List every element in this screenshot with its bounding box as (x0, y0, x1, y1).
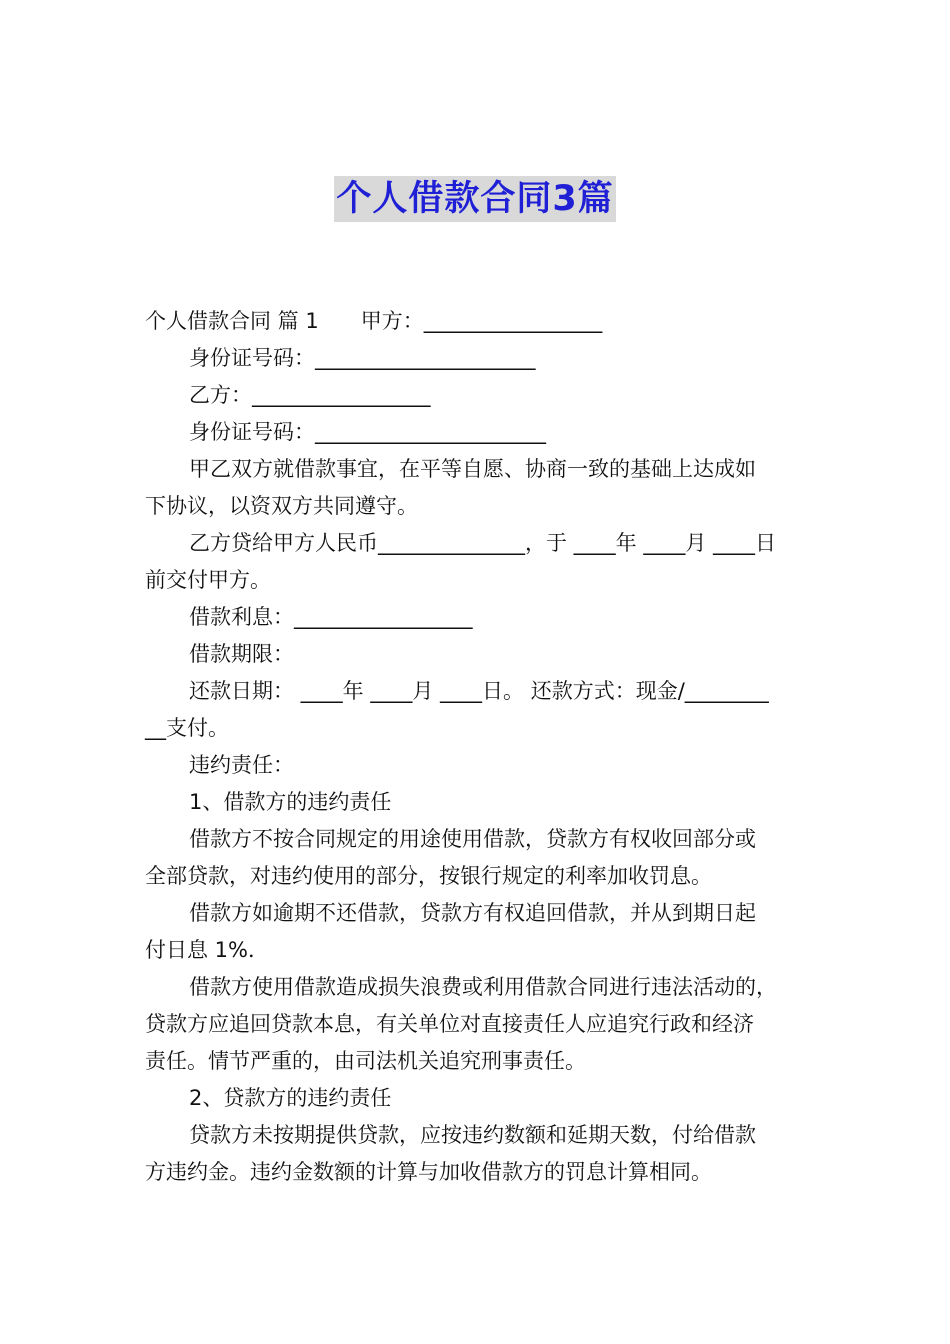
party-a-id-field: 身份证号码：_____________________ (189, 346, 536, 370)
loan-amount-line-1: 乙方贷给甲方人民币______________，于 ____年 ____月 ____日 (189, 531, 777, 555)
loan-amount-line-2: 前交付甲方。 (145, 568, 271, 592)
repayment-line-2: __支付。 (145, 716, 229, 740)
section-1-para-1-line-2: 全部贷款，对违约使用的部分，按银行规定的利率加收罚息。 (145, 864, 712, 888)
liability-heading: 违约责任： (189, 753, 294, 777)
contract-body (145, 303, 809, 1191)
section-1-para-3-line-3: 责任。情节严重的，由司法机关追究刑事责任。 (145, 1049, 586, 1073)
party-a-field: 甲方：_________________ (360, 309, 603, 333)
contract-heading-line (145, 303, 809, 340)
section-1-title: 1、借款方的违约责任 (189, 790, 392, 814)
party-b-id-field: 身份证号码：______________________ (189, 420, 546, 444)
section-1-para-1-line-1: 借款方不按合同规定的用途使用借款，贷款方有权收回部分或 (189, 827, 756, 851)
section-1-para-3-line-1: 借款方使用借款造成损失浪费或利用借款合同进行违法活动的， (189, 975, 777, 999)
contract-heading: 个人借款合同 篇 1 (145, 309, 319, 333)
section-1-para-2-line-2: 付日息 1%． (145, 938, 269, 962)
loan-term-field: 借款期限： (189, 642, 294, 666)
document-title (0, 176, 950, 222)
loan-interest-field: 借款利息：_________________ (189, 605, 473, 629)
party-b-field: 乙方：_________________ (189, 383, 431, 407)
intro-paragraph-line-2: 下协议，以资双方共同遵守。 (145, 494, 418, 518)
repayment-line-1: 还款日期： ____年 ____月 ____日。 还款方式：现金/________ (189, 679, 769, 703)
section-1-para-2-line-1: 借款方如逾期不还借款，贷款方有权追回借款，并从到期日起 (189, 901, 756, 925)
section-2-title: 2、贷款方的违约责任 (189, 1086, 392, 1110)
document-title-text: 个人借款合同3篇 (334, 176, 615, 222)
section-1-para-3-line-2: 贷款方应追回贷款本息，有关单位对直接责任人应追究行政和经济 (145, 1012, 754, 1036)
section-2-para-1-line-1: 贷款方未按期提供贷款，应按违约数额和延期天数，付给借款 (189, 1123, 756, 1147)
section-2-para-1-line-2: 方违约金。违约金数额的计算与加收借款方的罚息计算相同。 (145, 1160, 712, 1184)
intro-paragraph-line-1: 甲乙双方就借款事宜，在平等自愿、协商一致的基础上达成如 (189, 457, 756, 481)
